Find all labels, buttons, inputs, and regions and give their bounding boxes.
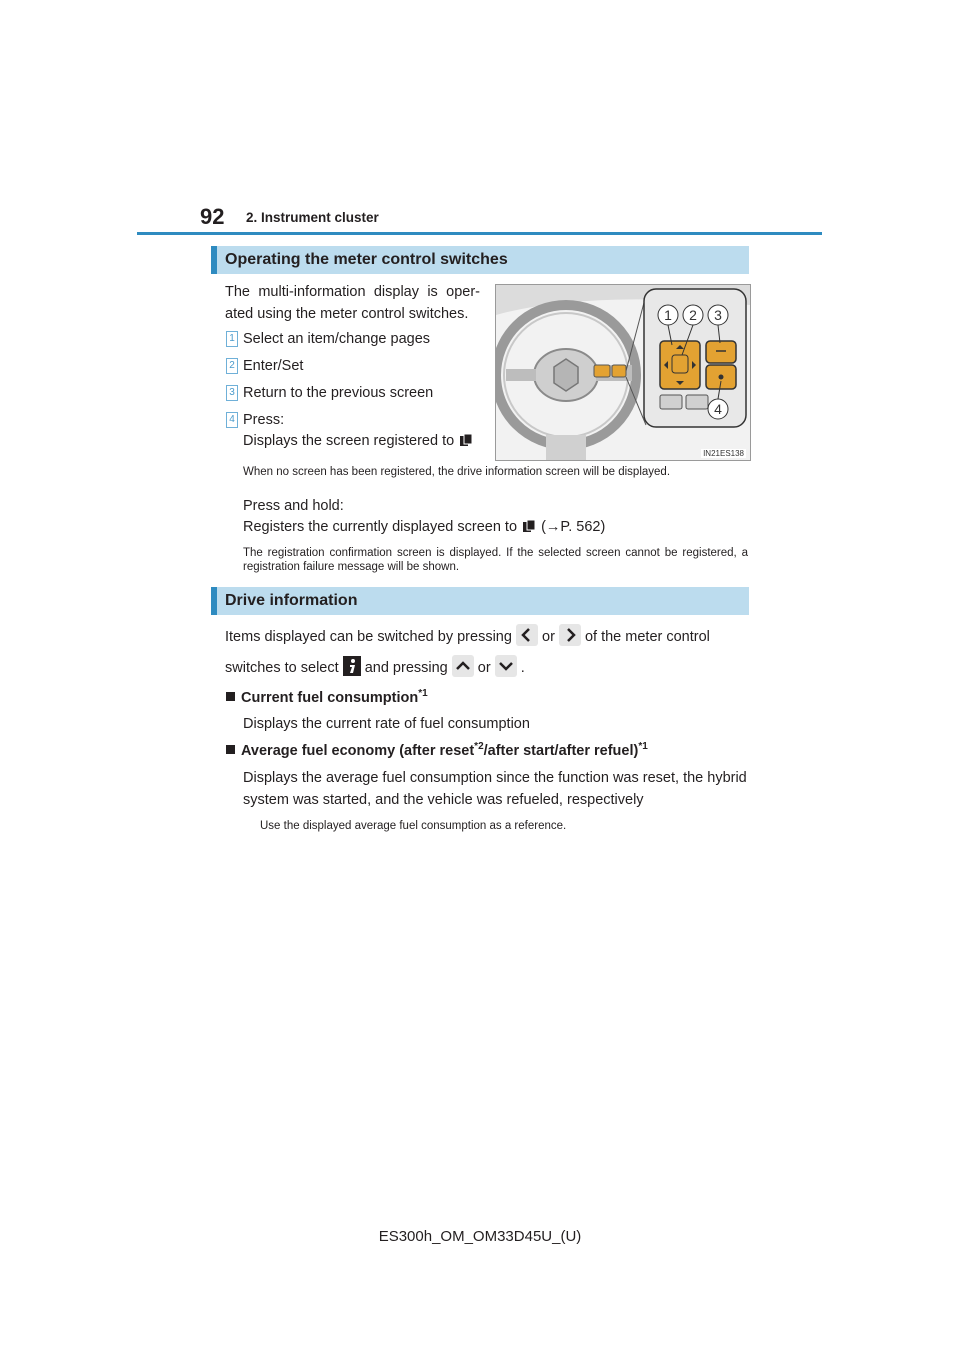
section-title: Operating the meter control switches (225, 251, 508, 268)
hold-description (243, 516, 605, 538)
item-number-3: 3 (226, 385, 238, 401)
hold-page-ref: (→P. 562) (541, 519, 606, 535)
steering-wheel-figure (495, 284, 751, 461)
square-bullet-icon (226, 745, 235, 754)
intro-or-2: or (477, 660, 491, 676)
item-label-3: Return to the previous screen (243, 385, 434, 401)
square-bullet-icon (226, 692, 235, 701)
document-id: ES300h_OM_OM33D45U_(U) (378, 1228, 582, 1245)
intro-line-2: ated using the meter control switches. (225, 306, 469, 322)
figure-callout-4: 4 (714, 401, 722, 417)
intro-or-1: or (542, 629, 555, 645)
desc-line-1: Displays the average fuel consumption since the function was reset, the hybrid (243, 770, 747, 786)
section-heading-meter-switches (211, 246, 749, 274)
item-note-average-fuel: Use the displayed average fuel consumption as a reference. (260, 820, 567, 832)
intro-line-1: The multi-information display is oper- (225, 284, 480, 300)
hold-note: The registration confirmation screen is displayed. If the selected screen cannot be registered, a registration failure message will be shown. (243, 547, 748, 573)
item-label-2: Enter/Set (243, 358, 304, 374)
chevron-left-icon (516, 624, 538, 646)
chapter-title: 2. Instrument cluster (246, 210, 379, 225)
item-title-b: /after start/after refuel) (483, 742, 639, 759)
press-note: When no screen has been registered, the drive information screen will be displayed. (243, 466, 671, 478)
item-number-2: 2 (226, 358, 238, 374)
item-label-4: Press: (243, 412, 285, 428)
chevron-down-icon (495, 655, 517, 677)
item-title-a: Average fuel economy (after reset (241, 742, 475, 759)
item-title: Current fuel consumption (241, 689, 419, 706)
item-footnote-mark-a: *2 (474, 741, 484, 752)
hold-label: Press and hold: (243, 498, 344, 514)
chevron-up-icon (452, 655, 474, 677)
chevron-right-icon (559, 624, 581, 646)
press-text: Displays the screen registered to (243, 433, 455, 449)
screen-stack-icon (521, 519, 537, 535)
item-heading-current-fuel (226, 688, 428, 706)
section-title: Drive information (225, 592, 358, 609)
drive-info-intro-line-1 (225, 626, 747, 648)
press-description (243, 430, 474, 452)
info-icon (343, 656, 361, 676)
item-desc-average-fuel (243, 767, 748, 811)
figure-code: IN21ES138 (703, 449, 744, 458)
section-heading-drive-info (211, 587, 749, 615)
page-number: 92 (200, 204, 225, 229)
figure-callout-2: 2 (689, 307, 697, 323)
drive-info-intro-line-2 (225, 657, 525, 679)
intro-text-4: and pressing (364, 660, 448, 676)
header-rule (137, 232, 822, 235)
screen-stack-icon (458, 433, 474, 449)
intro-paragraph (225, 281, 480, 325)
item-number-4: 4 (226, 412, 238, 428)
item-desc-current-fuel: Displays the current rate of fuel consumption (243, 716, 530, 732)
figure-callout-1: 1 (664, 307, 672, 323)
figure-callout-3: 3 (714, 307, 722, 323)
item-footnote-mark-b: *1 (638, 741, 648, 752)
hold-text: Registers the currently displayed screen to (243, 519, 518, 535)
intro-end: . (520, 660, 525, 676)
item-label-1: Select an item/change pages (243, 331, 431, 347)
intro-text-1: Items displayed can be switched by pressing (225, 629, 512, 645)
item-heading-average-fuel (226, 741, 648, 759)
item-footnote-mark: *1 (418, 688, 428, 699)
item-number-1: 1 (226, 331, 238, 347)
intro-text-3: switches to select (225, 660, 339, 676)
steering-wheel-illustration (496, 285, 750, 460)
desc-line-2: system was started, and the vehicle was refueled, respectively (243, 792, 644, 808)
intro-text-2: of the meter control (584, 629, 710, 645)
